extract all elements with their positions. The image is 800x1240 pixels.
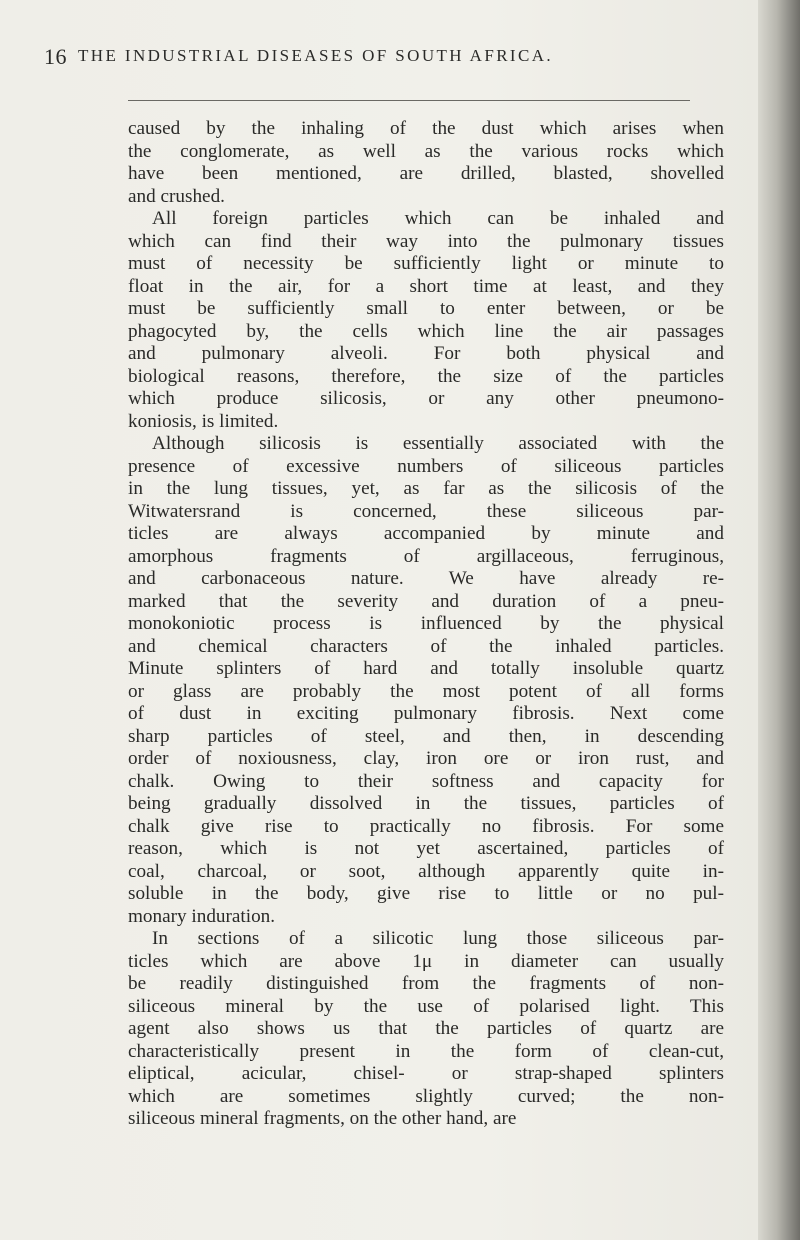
- text-line: of dust in exciting pulmonary fibrosis. Next come: [128, 703, 724, 724]
- text-line: chalk give rise to practically no fibrosis. For some: [128, 815, 724, 837]
- text-line: caused by the inhaling of the dust which arises when: [128, 118, 724, 139]
- text-line: reason, which is not yet ascertained, particles of: [128, 838, 724, 859]
- text-line: and chemical characters of the inhaled particles.: [128, 635, 724, 657]
- running-head-title: THE INDUSTRIAL DISEASES OF SOUTH AFRICA.: [78, 46, 554, 65]
- text-line: koniosis, is limited.: [128, 410, 279, 432]
- text-line: ticles are always accompanied by minute and: [128, 523, 724, 544]
- text-line: chalk. Owing to their softness and capacity for: [128, 770, 724, 792]
- text-line: eliptical, acicular, chisel- or strap-shaped splinters: [128, 1063, 724, 1084]
- paragraph: [128, 208, 724, 433]
- paragraph: [128, 928, 724, 1131]
- body-text: [128, 118, 724, 1131]
- text-line: Although silicosis is essentially associated with the: [152, 433, 724, 454]
- header-rule: [128, 100, 690, 101]
- text-line: marked that the severity and duration of a pneu-: [128, 590, 724, 612]
- text-line: and pulmonary alveoli. For both physical and: [128, 343, 724, 364]
- text-line: have been mentioned, are drilled, blasted, shovelled: [128, 163, 724, 184]
- text-line: amorphous fragments of argillaceous, ferruginous,: [128, 545, 724, 567]
- text-line: must be sufficiently small to enter between, or be: [128, 298, 724, 319]
- text-line: the conglomerate, as well as the various rocks which: [128, 140, 724, 162]
- text-line: which can find their way into the pulmonary tissues: [128, 230, 724, 252]
- text-line: which are sometimes slightly curved; the non-: [128, 1085, 724, 1107]
- text-line: or glass are probably the most potent of all forms: [128, 680, 724, 702]
- text-line: order of noxiousness, clay, iron ore or iron rust, and: [128, 748, 724, 769]
- text-line: coal, charcoal, or soot, although apparently quite in-: [128, 860, 724, 882]
- paragraph: [128, 118, 724, 208]
- text-line: Witwatersrand is concerned, these siliceous par-: [128, 500, 724, 522]
- text-line: float in the air, for a short time at least, and they: [128, 275, 724, 297]
- text-line: All foreign particles which can be inhaled and: [152, 208, 724, 229]
- text-line: agent also shows us that the particles of quartz are: [128, 1018, 724, 1039]
- text-line: and crushed.: [128, 185, 225, 207]
- text-line: siliceous mineral by the use of polarised light. This: [128, 995, 724, 1017]
- text-line: in the lung tissues, yet, as far as the silicosis of the: [128, 478, 724, 499]
- page-edge-shadow: [758, 0, 800, 1240]
- paragraph: [128, 433, 724, 928]
- text-line: ticles which are above 1μ in diameter can usually: [128, 950, 724, 972]
- text-line: monary induration.: [128, 905, 276, 927]
- text-line: presence of excessive numbers of siliceous particles: [128, 455, 724, 477]
- text-line: phagocyted by, the cells which line the air passages: [128, 320, 724, 342]
- running-head: [44, 44, 734, 74]
- text-line: siliceous mineral fragments, on the other hand, are: [128, 1108, 517, 1129]
- page-number: 16: [44, 44, 67, 69]
- text-line: soluble in the body, give rise to little or no pul-: [128, 883, 724, 904]
- text-line: which produce silicosis, or any other pneumono-: [128, 388, 724, 409]
- text-line: characteristically present in the form of clean-cut,: [128, 1040, 724, 1062]
- text-line: biological reasons, therefore, the size of the particles: [128, 365, 724, 387]
- text-line: being gradually dissolved in the tissues, particles of: [128, 793, 724, 814]
- text-line: be readily distinguished from the fragments of non-: [128, 973, 724, 994]
- text-line: monokoniotic process is influenced by the physical: [128, 613, 724, 634]
- text-line: must of necessity be sufficiently light or minute to: [128, 253, 724, 274]
- text-line: Minute splinters of hard and totally insoluble quartz: [128, 658, 724, 679]
- text-line: In sections of a silicotic lung those siliceous par-: [152, 928, 724, 949]
- text-line: sharp particles of steel, and then, in descending: [128, 725, 724, 747]
- text-line: and carbonaceous nature. We have already re-: [128, 568, 724, 589]
